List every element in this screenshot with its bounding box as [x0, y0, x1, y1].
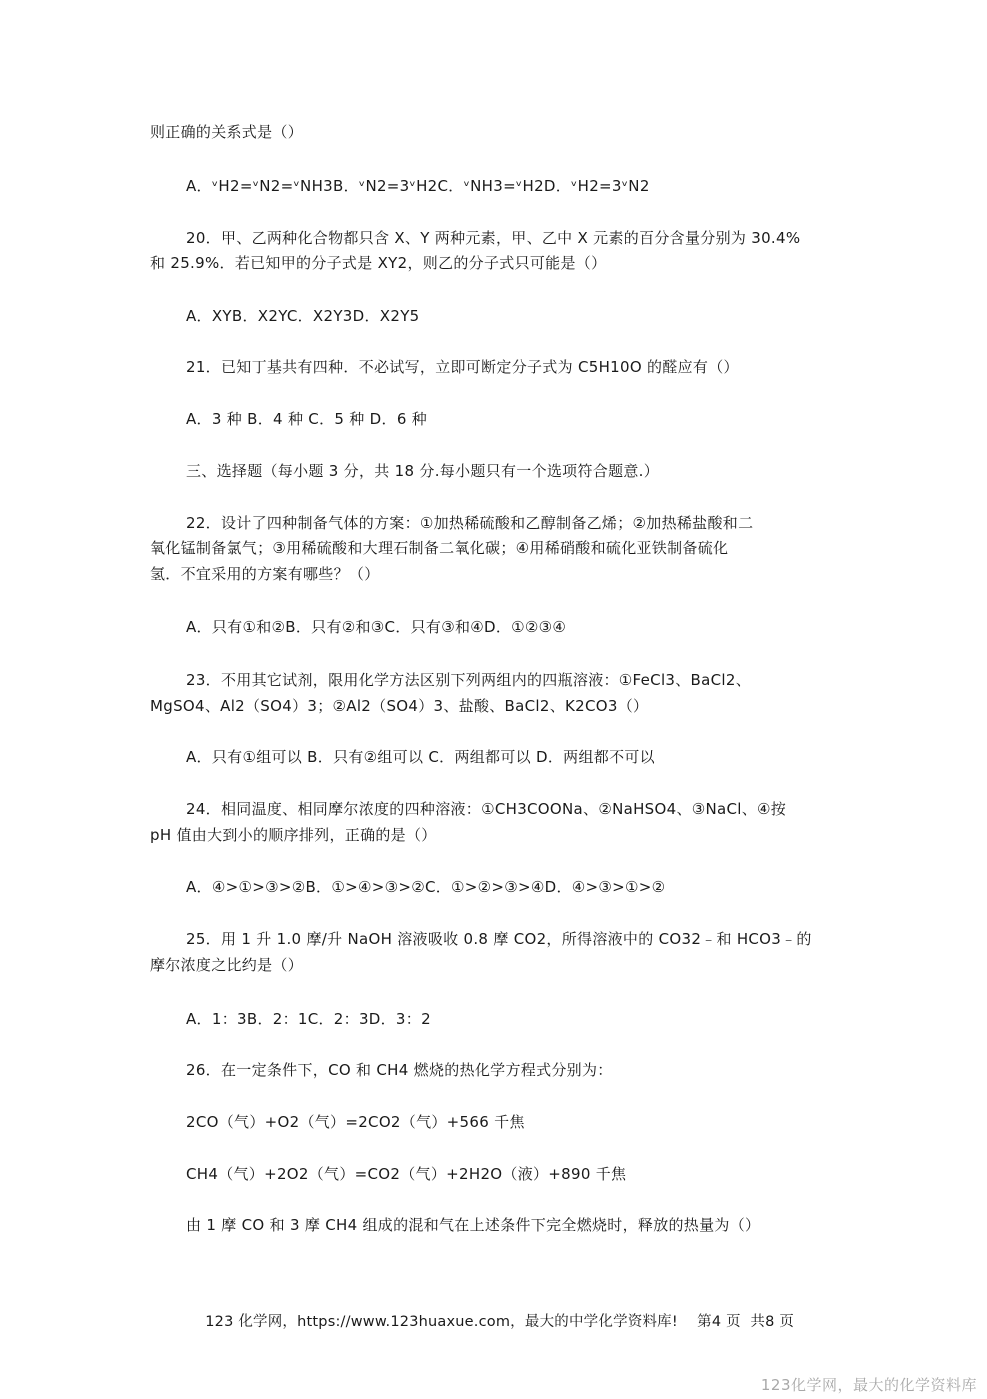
page-footer — [186, 1294, 794, 1347]
question-24-line-1: 24．相同温度、相同摩尔浓度的四种溶液：①CH3COONa、②NaHSO4、③NaCl、④按 — [186, 800, 787, 818]
footer-page-number: 第4 页 共8 页 — [697, 1314, 795, 1330]
question-23-options: A．只有①组可以 B．只有②组可以 C．两组都可以 D．两组都不可以 — [186, 748, 655, 766]
question-22-options: A．只有①和②B．只有②和③C．只有③和④D．①②③④ — [186, 618, 567, 636]
equation-co: 2CO（气）+O2（气）=2CO2（气）+566 千焦 — [186, 1113, 525, 1131]
question-25-line-2: 摩尔浓度之比约是（） — [150, 956, 304, 974]
question-23-line-1: 23．不用其它试剂，限用化学方法区别下列两组内的四瓶溶液：①FeCl3、BaCl2、 — [186, 671, 752, 689]
section-3-heading: 三、选择题（每小题 3 分，共 18 分.每小题只有一个选项符合题意.） — [186, 462, 660, 480]
watermark-text: 123化学网，最大的化学资料库 — [760, 1376, 977, 1394]
question-20-options: A．XYB．X2YC．X2Y3D．X2Y5 — [186, 307, 420, 325]
question-26-line-2: 由 1 摩 CO 和 3 摩 CH4 组成的混和气在上述条件下完全燃烧时，释放的热量为（） — [186, 1216, 761, 1234]
equation-ch4: CH4（气）+2O2（气）=CO2（气）+2H2O（液）+890 千焦 — [186, 1165, 627, 1183]
question-22-line-1: 22．设计了四种制备气体的方案：①加热稀硫酸和乙醇制备乙烯；②加热稀盐酸和二 — [186, 514, 754, 532]
question-19-tail: 则正确的关系式是（） — [150, 123, 304, 141]
question-23-line-2: MgSO4、Al2（SO4）3；②Al2（SO4）3、盐酸、BaCl2、K2CO3（） — [150, 697, 649, 715]
question-20-line-1: 20．甲、乙两种化合物都只含 X、Y 两种元素，甲、乙中 X 元素的百分含量分别为 30.4% — [186, 229, 801, 247]
question-22-line-3: 氢．不宜采用的方案有哪些？（） — [150, 565, 380, 583]
question-21-options: A．3 种 B．4 种 C．5 种 D．6 种 — [186, 410, 428, 428]
footer-site-text: 123 化学网，https://www.123huaxue.com，最大的中学化学资料库! — [205, 1314, 678, 1330]
question-25-options: A．1：3B．2：1C．2：3D．3：2 — [186, 1010, 431, 1028]
question-22-line-2: 氧化锰制备氯气；③用稀硫酸和大理石制备二氧化碳；④用稀硝酸和硫化亚铁制备硫化 — [150, 539, 729, 557]
question-21: 21．已知丁基共有四种．不必试写，立即可断定分子式为 C5H10O 的醛应有（） — [186, 358, 739, 376]
question-20-line-2: 和 25.9%．若已知甲的分子式是 XY2，则乙的分子式只可能是（） — [150, 254, 607, 272]
question-19-options: A．ᵛH2=ᵛN2=ᵛNH3B．ᵛN2=3ᵛH2C．ᵛNH3=ᵛH2D．ᵛH2=3ᵛN2 — [186, 177, 650, 195]
question-26-line-1: 26．在一定条件下，CO 和 CH4 燃烧的热化学方程式分别为： — [186, 1061, 613, 1079]
question-24-options: A．④>①>③>②B．①>④>③>②C．①>②>③>④D．④>③>①>② — [186, 878, 666, 896]
question-25-line-1: 25．用 1 升 1.0 摩/升 NaOH 溶液吸收 0.8 摩 CO2，所得溶液中的 CO32﹣和 HCO3﹣的 — [186, 930, 812, 948]
question-24-line-2: pH 值由大到小的顺序排列，正确的是（） — [150, 826, 437, 844]
